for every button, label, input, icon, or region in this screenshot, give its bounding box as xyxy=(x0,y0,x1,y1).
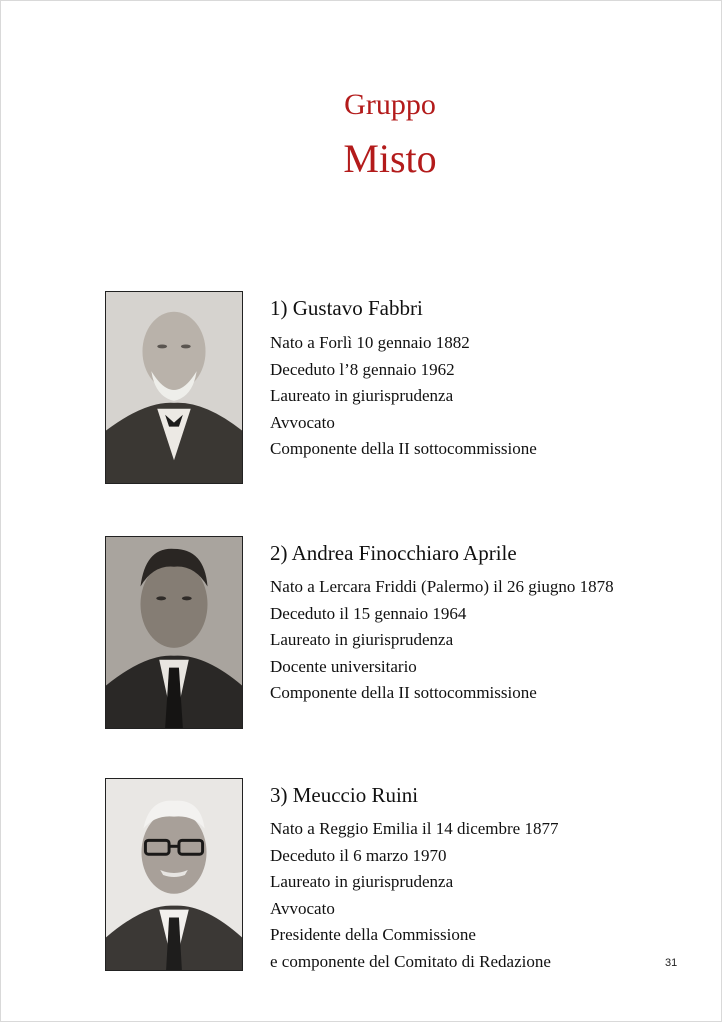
detail-line: Presidente della Commissione xyxy=(270,925,476,945)
detail-line: Nato a Forlì 10 gennaio 1882 xyxy=(270,333,470,352)
detail-line: Deceduto l’8 gennaio 1962 xyxy=(270,359,455,379)
detail-line: Deceduto il 6 marzo 1970 xyxy=(270,845,447,865)
portrait-photo-3 xyxy=(105,778,243,971)
detail-line: Avvocato xyxy=(270,898,335,918)
group-title-line1: Gruppo xyxy=(344,88,436,121)
detail-line: Componente della II sottocommissione xyxy=(270,439,537,459)
person-details-3 xyxy=(270,816,558,976)
person-name-1: 1) Gustavo Fabbri xyxy=(270,296,423,320)
portrait-photo-1 xyxy=(105,291,243,484)
portrait-photo-2 xyxy=(105,536,243,729)
detail-line: e componente del Comitato di Redazione xyxy=(270,951,551,971)
detail-line: Laureato in giurisprudenza xyxy=(270,872,454,892)
person-name-3: 3) Meuccio Ruini xyxy=(270,783,419,807)
person-details-1 xyxy=(270,330,537,463)
detail-line: Avvocato xyxy=(270,412,335,432)
person-name-2: 2) Andrea Finocchiaro Aprile xyxy=(270,541,517,565)
detail-line: Nato a Reggio Emilia il 14 dicembre 1877 xyxy=(270,819,559,838)
detail-line: Nato a Lercara Friddi (Palermo) il 26 giugno 1878 xyxy=(270,577,614,596)
detail-line: Laureato in giurisprudenza xyxy=(270,630,454,650)
person-details-2 xyxy=(270,574,614,707)
detail-line: Docente universitario xyxy=(270,656,417,676)
detail-line: Deceduto il 15 gennaio 1964 xyxy=(270,603,467,623)
group-title-line2: Misto xyxy=(343,136,437,181)
page-number: 31 xyxy=(665,957,678,969)
detail-line: Laureato in giurisprudenza xyxy=(270,386,454,406)
detail-line: Componente della II sottocommissione xyxy=(270,683,537,703)
